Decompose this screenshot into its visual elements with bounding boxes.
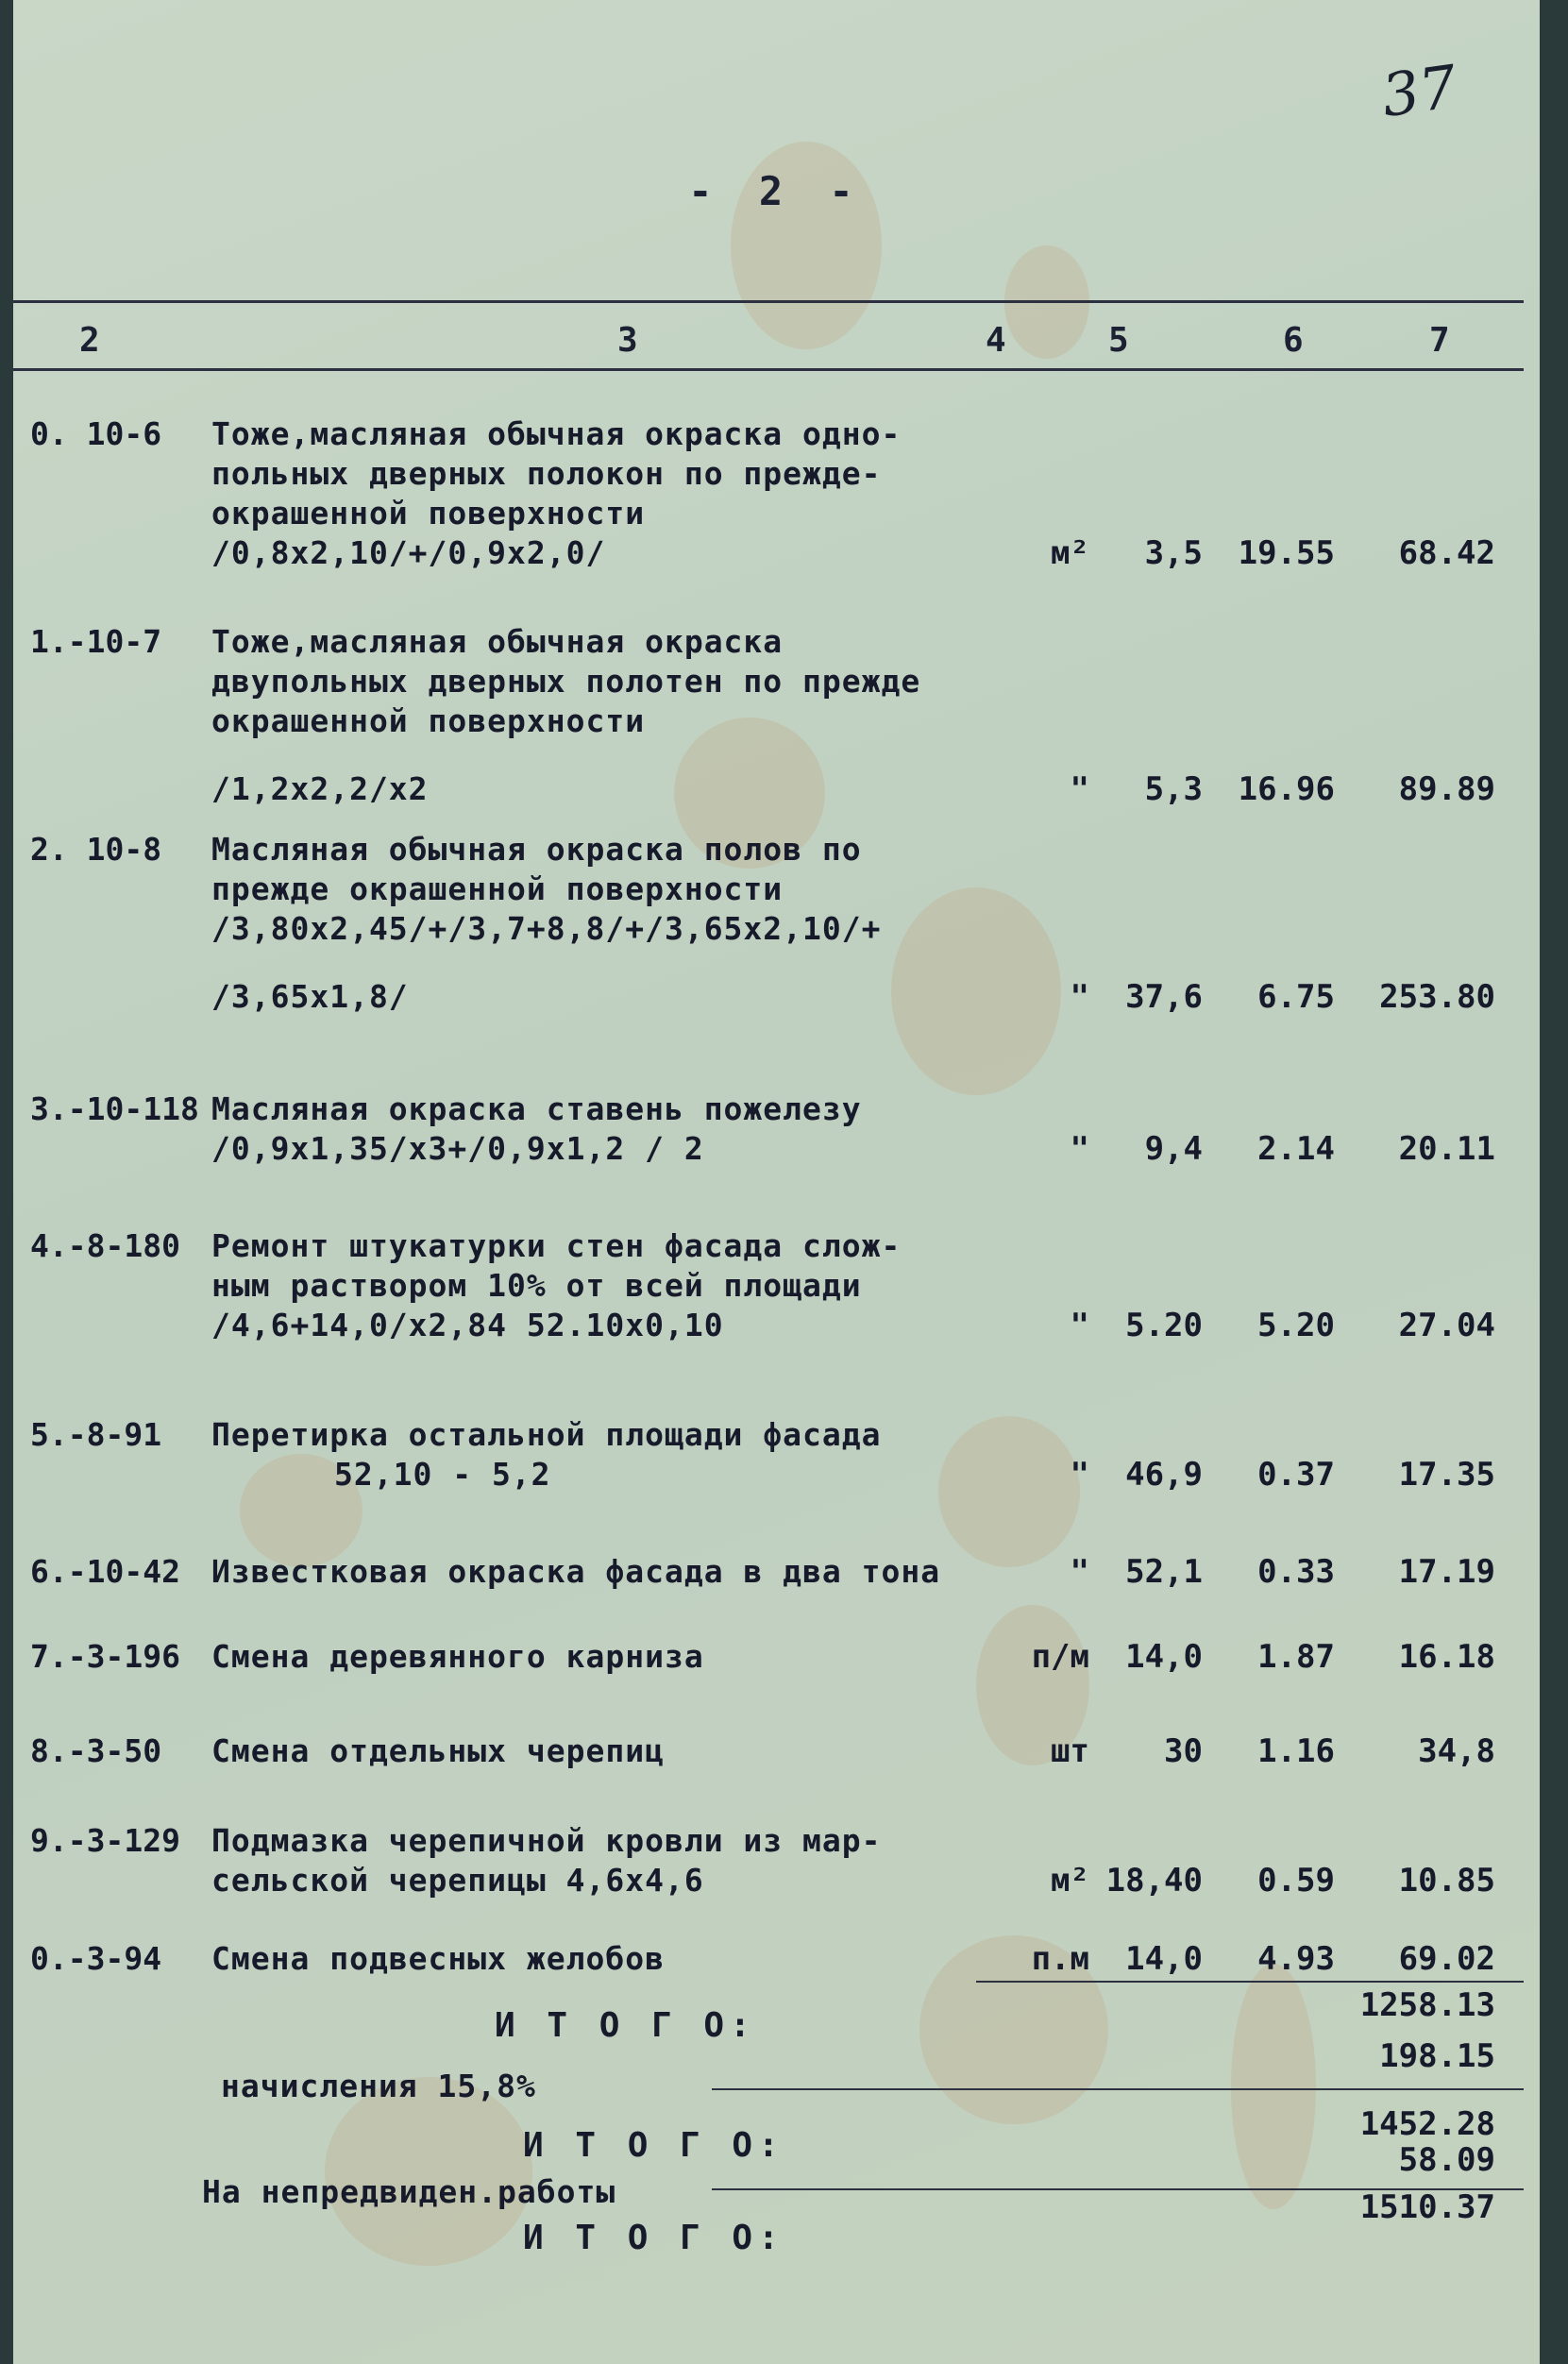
row-description-line: /0,9x1,35/x3+/0,9x1,2 / 2 (211, 1130, 704, 1167)
row-code: 0. 10-6 (30, 415, 162, 452)
row-description-line: Перетирка остальной площади фасада (211, 1416, 882, 1453)
row-sum: 10.85 (1398, 1862, 1495, 1900)
itogo-label-2: И Т О Г О: (523, 2126, 784, 2165)
row-description-line: Ремонт штукатурки стен фасада слож- (211, 1227, 902, 1264)
row-price: 0.37 (1257, 1456, 1335, 1494)
row-price: 1.87 (1257, 1638, 1335, 1676)
row-description-line: 52,10 - 5,2 (334, 1456, 551, 1493)
row-sum: 20.11 (1398, 1130, 1495, 1168)
row-code: 2. 10-8 (30, 831, 162, 868)
neprev-value: 58.09 (1398, 2141, 1495, 2179)
row-quantity: 14,0 (1125, 1940, 1203, 1978)
row-description-line: окрашенной поверхности (211, 702, 646, 739)
row-quantity: 5,3 (1144, 770, 1203, 808)
row-description-line: /3,80x2,45/+/3,7+8,8/+/3,65x2,10/+ (211, 910, 882, 947)
row-price: 2.14 (1257, 1130, 1335, 1168)
row-description-line: Тоже,масляная обычная окраска одно- (211, 415, 902, 452)
row-description-line: Подмазка черепичной кровли из мар- (211, 1822, 882, 1859)
row-sum: 17.19 (1398, 1553, 1495, 1591)
row-unit: " (1070, 978, 1089, 1016)
row-description-line: /1,2x2,2/x2 (211, 770, 429, 807)
totals-rule (976, 1981, 1524, 1983)
handwritten-page-number: 37 (1377, 51, 1461, 131)
row-description-line: польных дверных полокон по преждe- (211, 455, 882, 492)
row-description-line: ным раствором 10% от всей площади (211, 1267, 862, 1304)
itogo-label-3: И Т О Г О: (523, 2219, 784, 2257)
row-price: 16.96 (1238, 770, 1335, 808)
row-sum: 68.42 (1398, 534, 1495, 572)
row-sum: 17.35 (1398, 1456, 1495, 1494)
row-description-line: окрашенной поверхности (211, 495, 646, 532)
row-sum: 69.02 (1398, 1940, 1495, 1978)
row-description-line: /0,8x2,10/+/0,9x2,0/ (211, 534, 606, 571)
row-description-line: Известковая окраска фасада в два тона (211, 1553, 941, 1590)
row-quantity: 3,5 (1144, 534, 1203, 572)
itogo-value-2: 1452.28 (1359, 2105, 1495, 2143)
row-quantity: 9,4 (1144, 1130, 1203, 1168)
row-sum: 89.89 (1398, 770, 1495, 808)
row-price: 1.16 (1257, 1732, 1335, 1770)
row-description-line: /3,65x1,8/ (211, 978, 409, 1015)
row-unit: " (1070, 770, 1089, 808)
col-head-5: 5 (1108, 321, 1129, 360)
itogo-label-1: И Т О Г О: (495, 2006, 756, 2045)
header-rule-top (13, 300, 1524, 303)
document-page (13, 0, 1540, 2364)
row-quantity: 52,1 (1125, 1553, 1203, 1591)
row-quantity: 14,0 (1125, 1638, 1203, 1676)
stain (325, 2077, 532, 2266)
row-code: 7.-3-196 (30, 1638, 180, 1675)
page-number: - 2 - (688, 168, 865, 214)
header-rule-bottom (13, 368, 1524, 371)
row-description-line: Масляная обычная окраска полов по (211, 831, 862, 868)
row-code: 4.-8-180 (30, 1227, 180, 1264)
col-head-2: 2 (79, 321, 100, 360)
row-price: 6.75 (1257, 978, 1335, 1016)
row-description-line: двупольных дверных полотен по преждe (211, 663, 921, 700)
row-price: 4.93 (1257, 1940, 1335, 1978)
row-sum: 253.80 (1379, 978, 1495, 1016)
row-sum: 34,8 (1418, 1732, 1495, 1770)
row-code: 3.-10-118 (30, 1090, 199, 1127)
itogo-value-3: 1510.37 (1359, 2188, 1495, 2226)
row-description-line: Тоже,масляная обычная окраска (211, 623, 784, 660)
row-unit: " (1070, 1307, 1089, 1344)
row-price: 0.33 (1257, 1553, 1335, 1591)
row-price: 19.55 (1238, 534, 1335, 572)
row-code: 5.-8-91 (30, 1416, 162, 1453)
row-description-line: Смена отдельных черепиц (211, 1732, 665, 1769)
row-description-line: Смена подвесных желобов (211, 1940, 665, 1977)
row-unit: м² (1051, 1862, 1089, 1900)
nachisl-value: 198.15 (1379, 2037, 1495, 2075)
col-head-6: 6 (1283, 321, 1304, 360)
row-code: 1.-10-7 (30, 623, 162, 660)
row-unit: шт (1051, 1732, 1089, 1770)
itogo-value-1: 1258.13 (1359, 1986, 1495, 2024)
row-sum: 16.18 (1398, 1638, 1495, 1676)
row-description-line: Масляная окраска ставень пожелезу (211, 1090, 862, 1127)
row-quantity: 46,9 (1125, 1456, 1203, 1494)
row-code: 9.-3-129 (30, 1822, 180, 1859)
col-head-3: 3 (617, 321, 638, 360)
row-description-line: прежде окрашенной поверхности (211, 870, 784, 907)
row-price: 5.20 (1257, 1307, 1335, 1344)
row-unit: " (1070, 1553, 1089, 1591)
row-code: 0.-3-94 (30, 1940, 162, 1977)
row-quantity: 30 (1164, 1732, 1203, 1770)
row-description-line: сельской черепицы 4,6x4,6 (211, 1862, 704, 1899)
totals-rule-2 (712, 2088, 1524, 2090)
row-quantity: 18,40 (1105, 1862, 1203, 1900)
row-unit: п/м (1031, 1638, 1089, 1676)
row-unit: п.м (1031, 1940, 1089, 1978)
row-unit: м² (1051, 534, 1089, 572)
row-code: 6.-10-42 (30, 1553, 180, 1590)
row-description-line: /4,6+14,0/x2,84 52.10x0,10 (211, 1307, 724, 1343)
row-price: 0.59 (1257, 1862, 1335, 1900)
col-head-4: 4 (986, 321, 1006, 360)
row-unit: " (1070, 1130, 1089, 1168)
neprev-label: На непредвиден.работы (202, 2173, 616, 2210)
row-unit: " (1070, 1456, 1089, 1494)
nachisl-label: начисления 15,8% (221, 2068, 536, 2104)
row-sum: 27.04 (1398, 1307, 1495, 1344)
row-quantity: 37,6 (1125, 978, 1203, 1016)
row-description-line: Смена деревянного карниза (211, 1638, 704, 1675)
row-quantity: 5.20 (1125, 1307, 1203, 1344)
row-code: 8.-3-50 (30, 1732, 162, 1769)
col-head-7: 7 (1429, 321, 1450, 360)
